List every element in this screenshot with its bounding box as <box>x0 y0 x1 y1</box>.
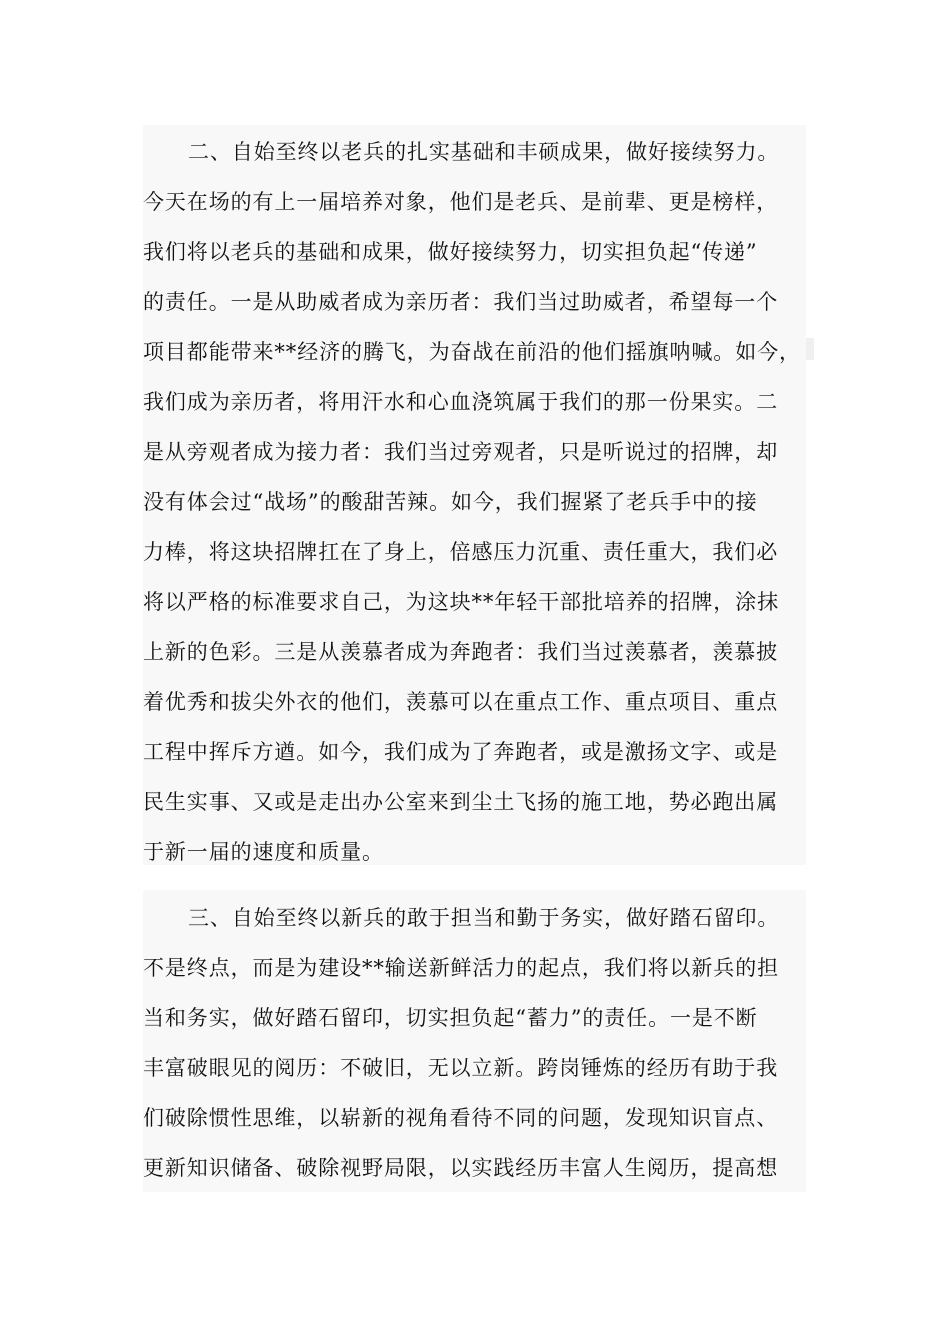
text-line: 将以严格的标准要求自己，为这块**年轻干部批培养的招牌，涂抹 <box>143 590 779 614</box>
text-line: 项目都能带来**经济的腾飞，为奋战在前沿的他们摇旗呐喊。如今， <box>143 340 801 364</box>
text-line: 丰富破眼见的阅历：不破旧，无以立新。跨岗锤炼的经历有助于我 <box>143 1056 779 1080</box>
text-line: 当和务实，做好踏石留印，切实担负起“蓄力”的责任。一是不断 <box>143 1006 758 1030</box>
text-line: 的责任。一是从助威者成为亲历者：我们当过助威者，希望每一个 <box>143 290 779 314</box>
text-line: 更新知识储备、破除视野局限，以实践经历丰富人生阅历，提高想 <box>143 1156 779 1180</box>
text-line: 工程中挥斥方遒。如今，我们成为了奔跑者，或是激扬文字、或是 <box>143 740 779 764</box>
text-line: 于新一届的速度和质量。 <box>143 840 384 864</box>
text-line: 力棒，将这块招牌扛在了身上，倍感压力沉重、责任重大，我们必 <box>143 540 779 564</box>
margin-mark <box>806 338 814 360</box>
paragraph-three-heading-line: 三、自始至终以新兵的敢于担当和勤于务实，做好踏石留印。 <box>188 906 780 930</box>
text-line: 上新的色彩。三是从羡慕者成为奔跑者：我们当过羡慕者，羡慕披 <box>143 640 779 664</box>
text-line: 我们成为亲历者，将用汗水和心血浇筑属于我们的那一份果实。二 <box>143 390 779 414</box>
paragraph-three <box>143 890 806 1192</box>
text-line: 着优秀和拔尖外衣的他们，羡慕可以在重点工作、重点项目、重点 <box>143 690 779 714</box>
text-line: 不是终点，而是为建设**输送新鲜活力的起点，我们将以新兵的担 <box>143 956 779 980</box>
text-line: 没有体会过“战场”的酸甜苦辣。如今，我们握紧了老兵手中的接 <box>143 490 758 514</box>
text-line: 我们将以老兵的基础和成果，做好接续努力，切实担负起“传递” <box>143 240 758 264</box>
text-line: 是从旁观者成为接力者：我们当过旁观者，只是听说过的招牌，却 <box>143 440 779 464</box>
paragraph-two-heading-line: 二、自始至终以老兵的扎实基础和丰硕成果，做好接续努力。 <box>188 140 780 164</box>
text-line: 民生实事、又或是走出办公室来到尘土飞扬的施工地，势必跑出属 <box>143 790 779 814</box>
text-line: 们破除惯性思维，以崭新的视角看待不同的问题，发现知识盲点、 <box>143 1106 779 1130</box>
text-line: 今天在场的有上一届培养对象，他们是老兵、是前辈、更是榜样， <box>143 190 779 214</box>
paragraph-two <box>143 125 806 865</box>
